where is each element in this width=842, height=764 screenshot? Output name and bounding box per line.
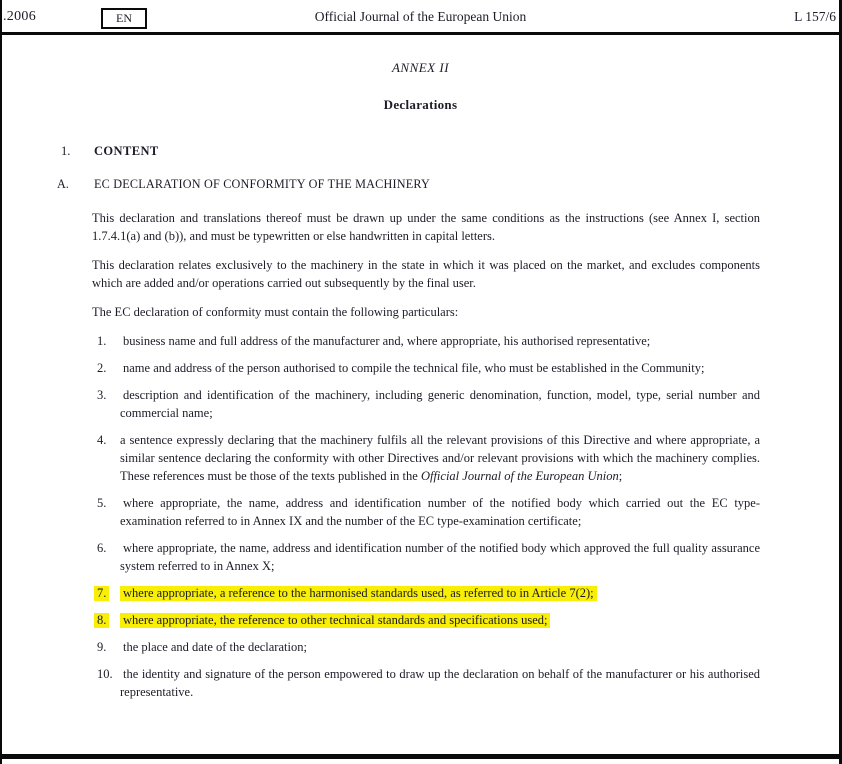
publication-date: .2006 [3,9,36,24]
list-item-text: name and address of the person authorised to compile the technical file, who must be established in the Community; [123,361,705,375]
journal-name-italic: Official Journal of the European Union [420,469,619,483]
list-item-2 [94,359,839,377]
list-item-text: business name and full address of the manufacturer and, where appropriate, his authorised representative; [123,334,651,348]
journal-title: Official Journal of the European Union [314,9,527,24]
list-item-text: where appropriate, the name, address and identification number of the notified body which carried out the EC type-examination referred to in Annex IX and the number of the EC type-examination certificate; [120,496,760,528]
list-item-text: description and identification of the machinery, including generic denomination, function, model, type, serial number and commercial name; [120,388,760,420]
page-header [2,0,839,35]
list-item-text: the place and date of the declaration; [123,640,307,654]
list-item-number: 10. [97,667,113,681]
list-item-number: 5. [97,496,107,510]
list-item-text: where appropriate, the reference to other technical standards and specifications used; [120,611,760,629]
annex-title: ANNEX II [391,60,450,75]
intro-paragraph-2: This declaration relates exclusively to the machinery in the state in which it was placed on the market, and excludes components which are added and/or operations carried out subsequently by the final user. [92,258,760,290]
intro-paragraph-1: This declaration and translations thereof must be drawn up under the same conditions as the instructions (see Annex I, section 1.7.4.1(a) and (b)), and must be typewritten or else handwritten in capital letters. [92,211,760,243]
list-item-text: where appropriate, the name, address and identification number of the notified body which approved the full quality assurance system referred to in Annex X; [120,541,760,573]
list-item-1 [94,332,839,350]
list-item-text: where appropriate, a reference to the harmonised standards used, as referred to in Article 7(2); [120,584,760,602]
document-subtitle: Declarations [383,97,458,112]
list-item-4 [94,431,839,485]
list-item-number: 7. [94,584,120,602]
list-item-10 [94,665,839,701]
section-title: CONTENT [94,144,159,158]
list-item-number: 6. [97,541,107,555]
list-item-number: 8. [94,611,120,629]
subsection-title: EC DECLARATION OF CONFORMITY OF THE MACHINERY [94,177,431,191]
intro-paragraph-3: The EC declaration of conformity must contain the following particulars: [92,305,459,319]
list-item-6 [94,539,839,575]
list-item-number: 4. [97,433,107,447]
list-item-text: the identity and signature of the person empowered to draw up the declaration on behalf of the manufacturer or his authorised representative. [120,667,760,699]
subsection-letter: A. [57,177,69,191]
list-item-number: 1. [97,334,107,348]
subsection-heading [57,177,839,192]
list-item-8-highlighted [94,611,839,629]
list-item-5 [94,494,839,530]
language-box: EN [101,8,147,29]
list-item-text-roman: a sentence expressly declaring that the machinery fulfils all the relevant provisions of this Directive and where appropriate, a similar sentence declaring the conformity with other Directives and/or relevant provisions with which the machinery complies. These references must be those of the texts published in the [120,433,760,483]
list-item-7-highlighted [94,584,839,602]
list-item-number: 3. [97,388,107,402]
list-item-text-suffix: ; [618,469,623,483]
page-reference: L 157/6 [794,9,836,24]
particulars-list [2,332,839,701]
list-item-number: 9. [97,640,107,654]
section-number: 1. [61,144,71,158]
list-item-9 [94,638,839,656]
page-bottom-border [2,754,839,759]
list-item-number: 2. [97,361,107,375]
document-content [2,35,839,701]
list-item-text [120,431,760,485]
section-heading [61,144,839,159]
list-item-3 [94,386,839,422]
